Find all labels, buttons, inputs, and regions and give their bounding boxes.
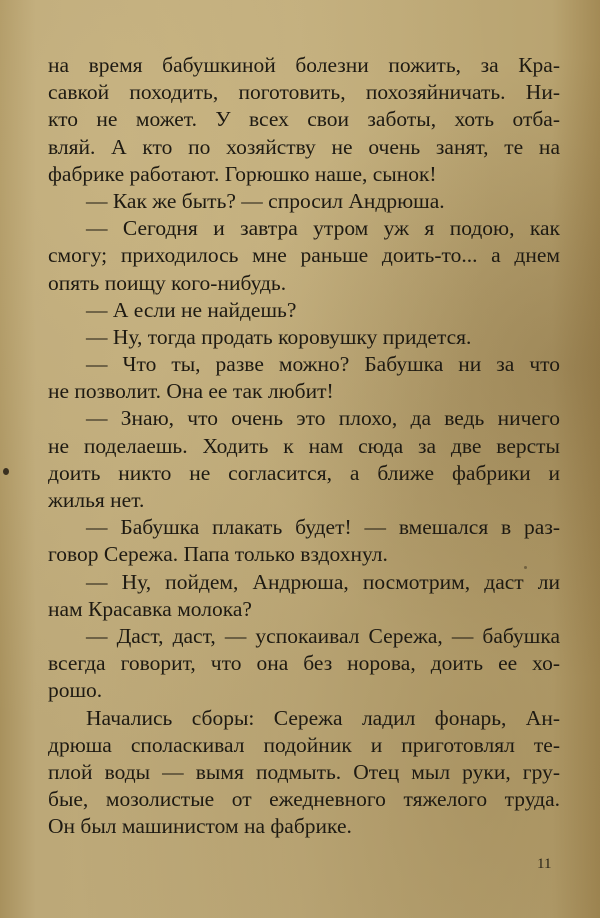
text-line: плой воды — вымя подмыть. Отец мыл руки, гру-	[48, 759, 560, 784]
text-line: — Что ты, разве можно? Бабушка ни за что	[86, 352, 560, 377]
ink-spot	[3, 468, 9, 475]
text-line: — Как же быть? — спросил Андрюша.	[86, 188, 445, 213]
text-line: не позволит. Она ее так любит!	[48, 379, 334, 404]
text-line: смогу; приходилось мне раньше доить-то... а днем	[48, 243, 560, 268]
text-line: — Ну, тогда продать коровушку придется.	[86, 324, 472, 349]
text-line: — Знаю, что очень это плохо, да ведь ничего	[86, 406, 560, 431]
text-line: всегда говорит, что она без норова, доить ее хо-	[48, 651, 560, 676]
text-line: — Даст, даст, — успокаивал Сережа, — бабушка	[86, 623, 560, 648]
text-line: — Бабушка плакать будет! — вмешался в раз-	[86, 515, 560, 540]
text-line: Он был машинистом на фабрике.	[48, 814, 352, 839]
text-line: Начались сборы: Сережа ладил фонарь, Ан-	[86, 705, 560, 730]
text-line: не поделаешь. Ходить к нам сюда за две версты	[48, 433, 560, 458]
text-line: рошо.	[48, 678, 103, 703]
text-line: фабрике работают. Горюшко наше, сынок!	[48, 161, 437, 186]
text-line: жилья нет.	[48, 488, 145, 512]
text-line: на время бабушкиной болезни пожить, за Кра-	[48, 53, 560, 77]
text-line: доить никто не согласится, а ближе фабрики и	[48, 460, 560, 485]
text-line: дрюша споласкивал подойник и приготовлял те-	[48, 732, 560, 757]
text-line: бые, мозолистые от ежедневного тяжелого труда.	[48, 787, 560, 812]
text-line: савкой походить, поготовить, похозяйничать. Ни-	[48, 80, 560, 105]
page-number: 11	[537, 856, 552, 872]
text-line: вляй. А кто по хозяйству не очень занят, те на	[48, 134, 560, 159]
text-line: — А если не найдешь?	[86, 297, 297, 322]
text-line: — Ну, пойдем, Андрюша, посмотрим, даст ли	[86, 569, 560, 594]
page-text	[48, 52, 560, 840]
text-line: опять поищу кого-нибудь.	[48, 270, 287, 295]
text-line: нам Красавка молока?	[48, 596, 252, 621]
text-line: говор Сережа. Папа только вздохнул.	[48, 542, 388, 567]
text-line: — Сегодня и завтра утром уж я подою, как	[86, 216, 560, 241]
text-line: кто не может. У всех свои заботы, хоть отба-	[48, 107, 560, 132]
